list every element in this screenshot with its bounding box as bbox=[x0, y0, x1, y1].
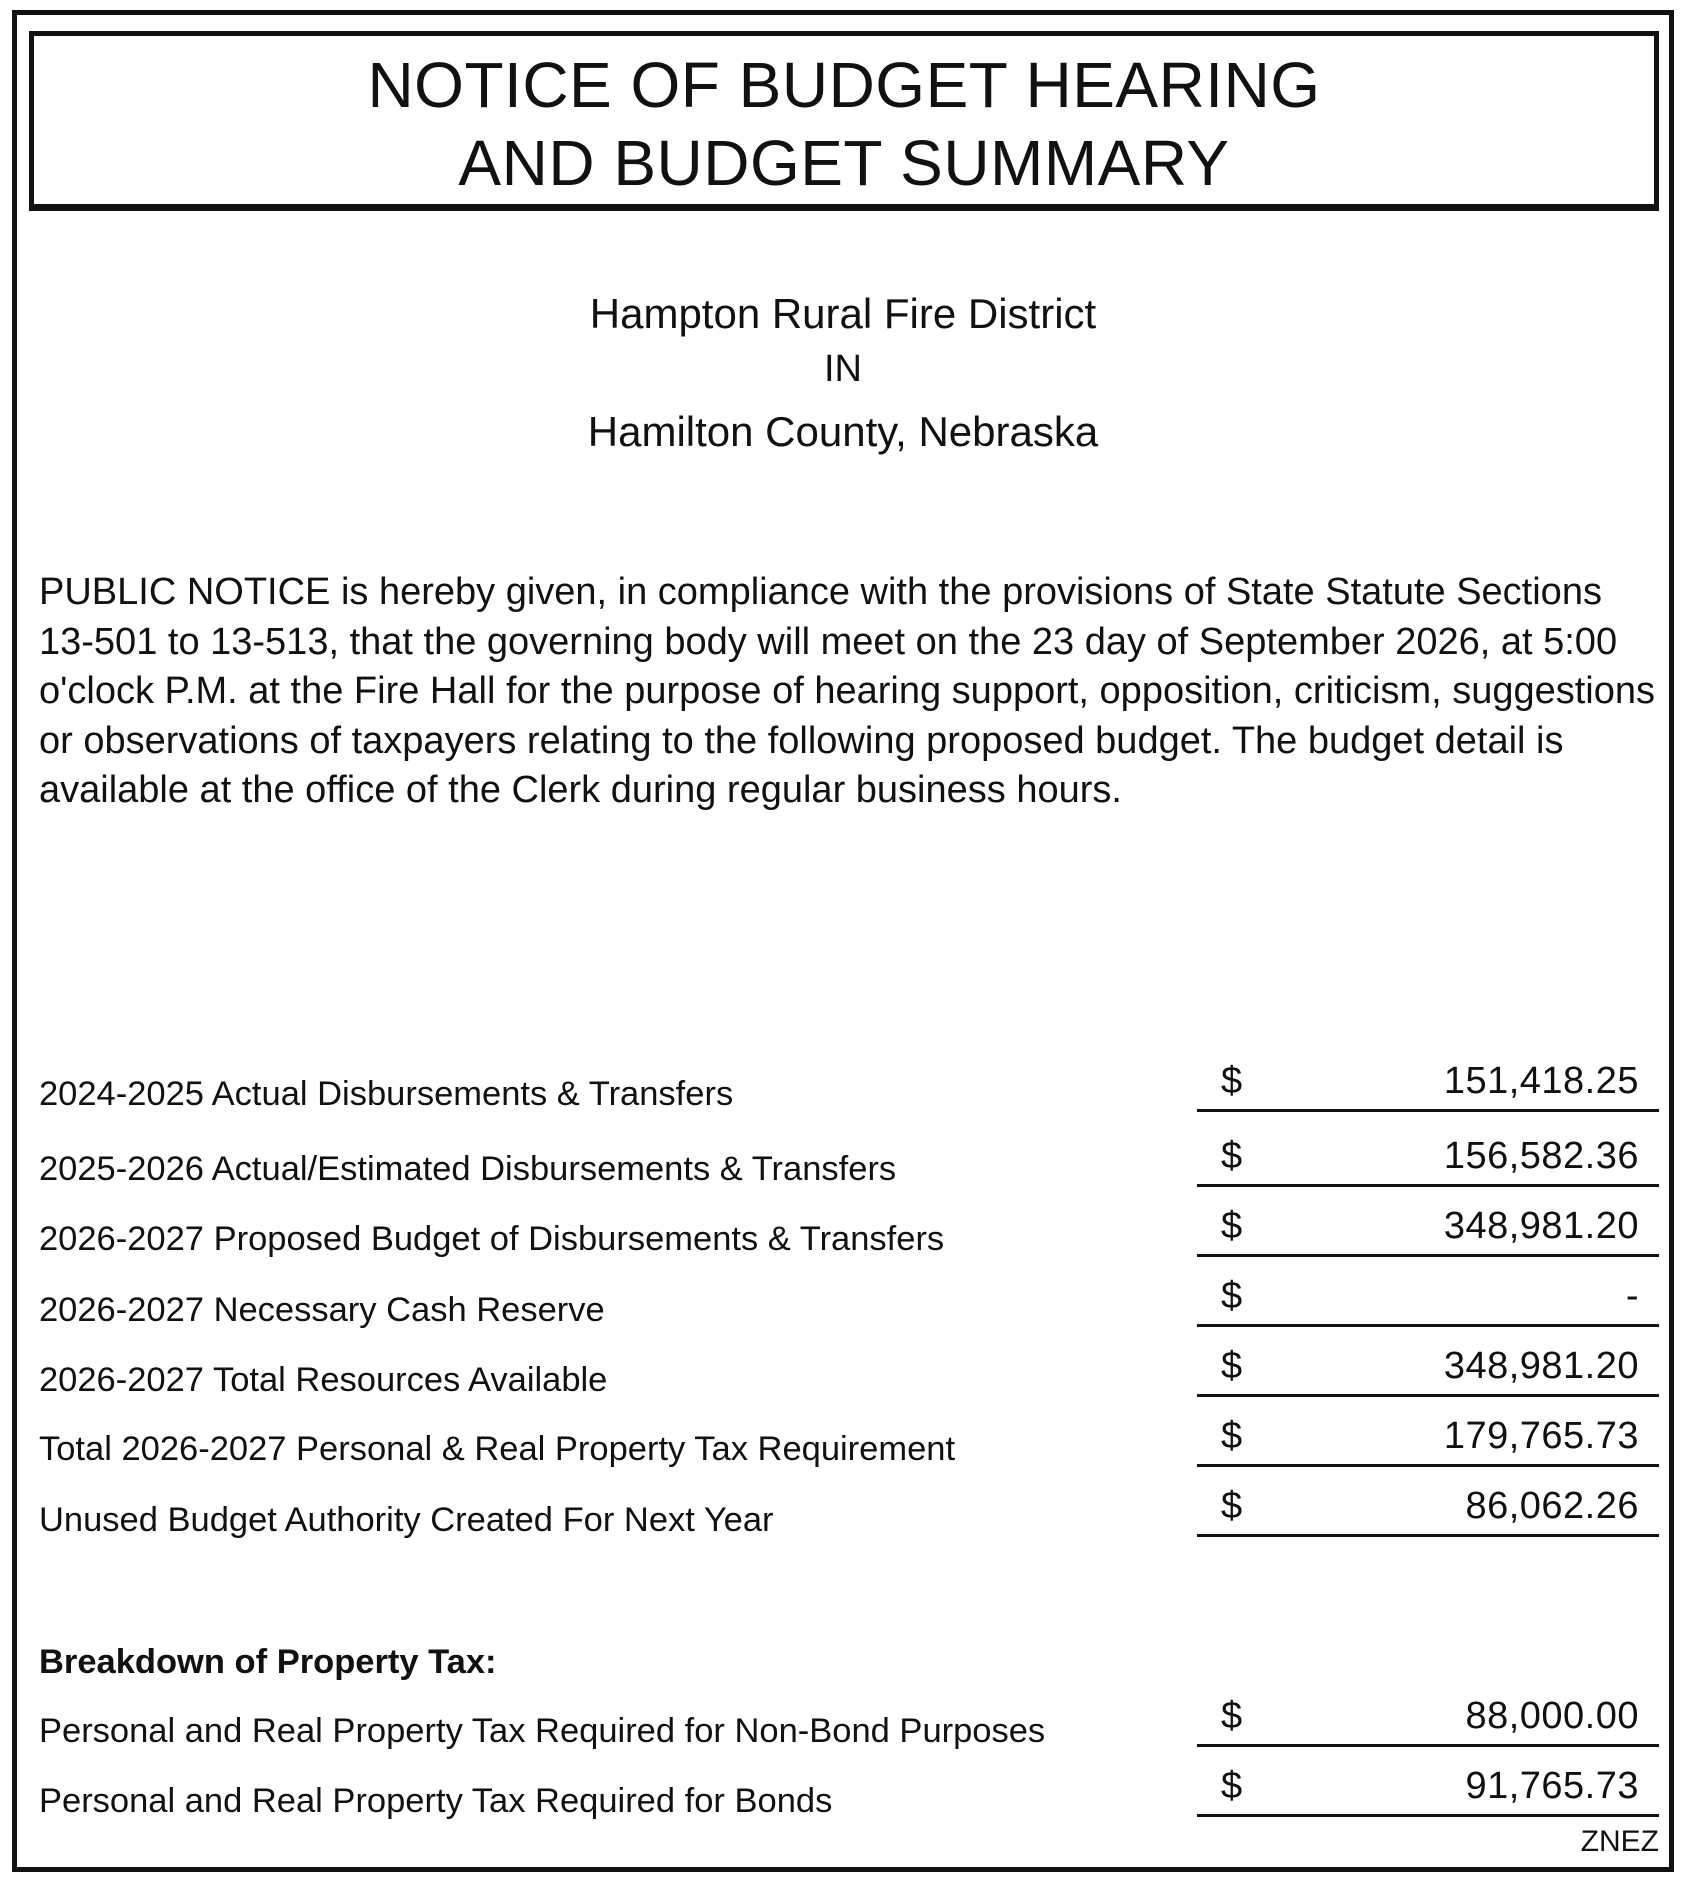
public-notice-text: PUBLIC NOTICE is hereby given, in compliance with the provisions of State Statute Sections 13-501 to 13-513, that the governing body will meet on the 23 day of September 2026, at 5:00 o'clock P.M. at the Fire Hall for the purpose of hearing support, opposition, criticism, suggestions or observations of taxpayers relating to the following proposed budget. The budget detail is available at the office of the Clerk during regular business hours. bbox=[39, 571, 1656, 811]
summary-label-4: 2026-2027 Necessary Cash Reserve bbox=[39, 1291, 605, 1329]
summary-amount-line-4 bbox=[1197, 1275, 1659, 1327]
budget-notice bbox=[12, 10, 1674, 1872]
currency-symbol: $ bbox=[1221, 1135, 1243, 1177]
breakdown-heading: Breakdown of Property Tax: bbox=[39, 1643, 497, 1681]
summary-amount-line-7 bbox=[1197, 1485, 1659, 1537]
currency-symbol: $ bbox=[1221, 1415, 1243, 1457]
currency-symbol: $ bbox=[1221, 1695, 1243, 1737]
breakdown-amount-2: 91,765.73 bbox=[1465, 1765, 1639, 1807]
summary-amount-4: - bbox=[1625, 1275, 1639, 1317]
breakdown-amount-1: 88,000.00 bbox=[1465, 1695, 1639, 1737]
breakdown-label-2: Personal and Real Property Tax Required for Bonds bbox=[39, 1782, 833, 1820]
summary-label-3: 2026-2027 Proposed Budget of Disbursements & Transfers bbox=[39, 1220, 945, 1258]
currency-symbol: $ bbox=[1221, 1765, 1243, 1807]
summary-amount-6: 179,765.73 bbox=[1443, 1415, 1639, 1457]
summary-amount-1: 151,418.25 bbox=[1443, 1060, 1639, 1102]
currency-symbol: $ bbox=[1221, 1345, 1243, 1387]
summary-label-1: 2024-2025 Actual Disbursements & Transfers bbox=[39, 1075, 734, 1113]
title-line-2: AND BUDGET SUMMARY bbox=[458, 127, 1230, 199]
footer-code: ZNEZ bbox=[1580, 1825, 1659, 1858]
title-line-1: NOTICE OF BUDGET HEARING bbox=[367, 49, 1321, 121]
currency-symbol: $ bbox=[1221, 1060, 1243, 1102]
summary-amount-line-5 bbox=[1197, 1345, 1659, 1397]
currency-symbol: $ bbox=[1221, 1275, 1243, 1317]
summary-amount-2: 156,582.36 bbox=[1443, 1135, 1639, 1177]
district-connector: IN bbox=[824, 348, 862, 390]
summary-amount-line-1 bbox=[1197, 1060, 1659, 1112]
summary-amount-line-6 bbox=[1197, 1415, 1659, 1467]
summary-amount-3: 348,981.20 bbox=[1443, 1205, 1639, 1247]
summary-label-5: 2026-2027 Total Resources Available bbox=[39, 1361, 608, 1399]
summary-amount-line-2 bbox=[1197, 1135, 1659, 1187]
district-name: Hampton Rural Fire District bbox=[589, 290, 1097, 337]
summary-amount-5: 348,981.20 bbox=[1443, 1345, 1639, 1387]
breakdown-amount-line-2 bbox=[1197, 1765, 1659, 1817]
summary-amount-7: 86,062.26 bbox=[1465, 1485, 1639, 1527]
summary-label-6: Total 2026-2027 Personal & Real Property Tax Requirement bbox=[39, 1430, 956, 1468]
county-name: Hamilton County, Nebraska bbox=[587, 408, 1099, 455]
summary-label-2: 2025-2026 Actual/Estimated Disbursements & Transfers bbox=[39, 1150, 897, 1188]
breakdown-amount-line-1 bbox=[1197, 1695, 1659, 1747]
summary-label-7: Unused Budget Authority Created For Next Year bbox=[39, 1501, 774, 1539]
summary-amount-line-3 bbox=[1197, 1205, 1659, 1257]
currency-symbol: $ bbox=[1221, 1205, 1243, 1247]
breakdown-label-1: Personal and Real Property Tax Required for Non-Bond Purposes bbox=[39, 1712, 1046, 1750]
title-box bbox=[29, 31, 1659, 211]
currency-symbol: $ bbox=[1221, 1485, 1243, 1527]
